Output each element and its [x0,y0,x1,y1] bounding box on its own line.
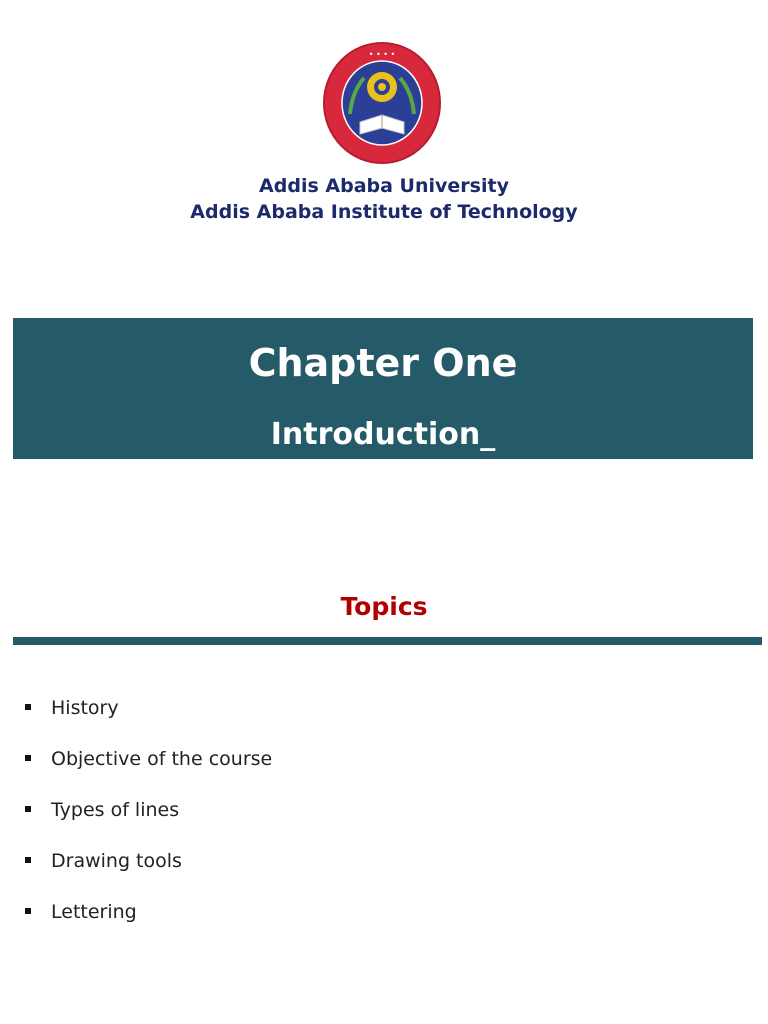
bullet-icon [25,908,31,914]
list-item-label: Drawing tools [51,850,182,872]
list-item [22,741,272,792]
chapter-title: Chapter One [248,341,518,385]
bullet-icon [25,755,31,761]
university-name: Addis Ababa University [259,175,509,197]
list-item-label: Objective of the course [51,748,273,770]
list-item-label: History [51,697,119,719]
bullet-icon [25,704,31,710]
svg-text:• • • •: • • • • [368,50,396,59]
section-divider [13,637,762,645]
topics-list [22,690,272,945]
bullet-icon [25,806,31,812]
institute-name: Addis Ababa Institute of Technology [190,201,578,223]
list-item [22,843,272,894]
list-item-label: Types of lines [51,799,180,821]
university-seal-logo [322,42,442,164]
chapter-subtitle: Introduction_ [270,417,496,452]
bullet-icon [25,857,31,863]
list-item [22,690,272,741]
list-item [22,792,272,843]
chapter-banner [13,318,753,459]
list-item-label: Lettering [51,901,137,923]
list-item [22,894,272,945]
topics-heading: Topics [340,592,428,621]
